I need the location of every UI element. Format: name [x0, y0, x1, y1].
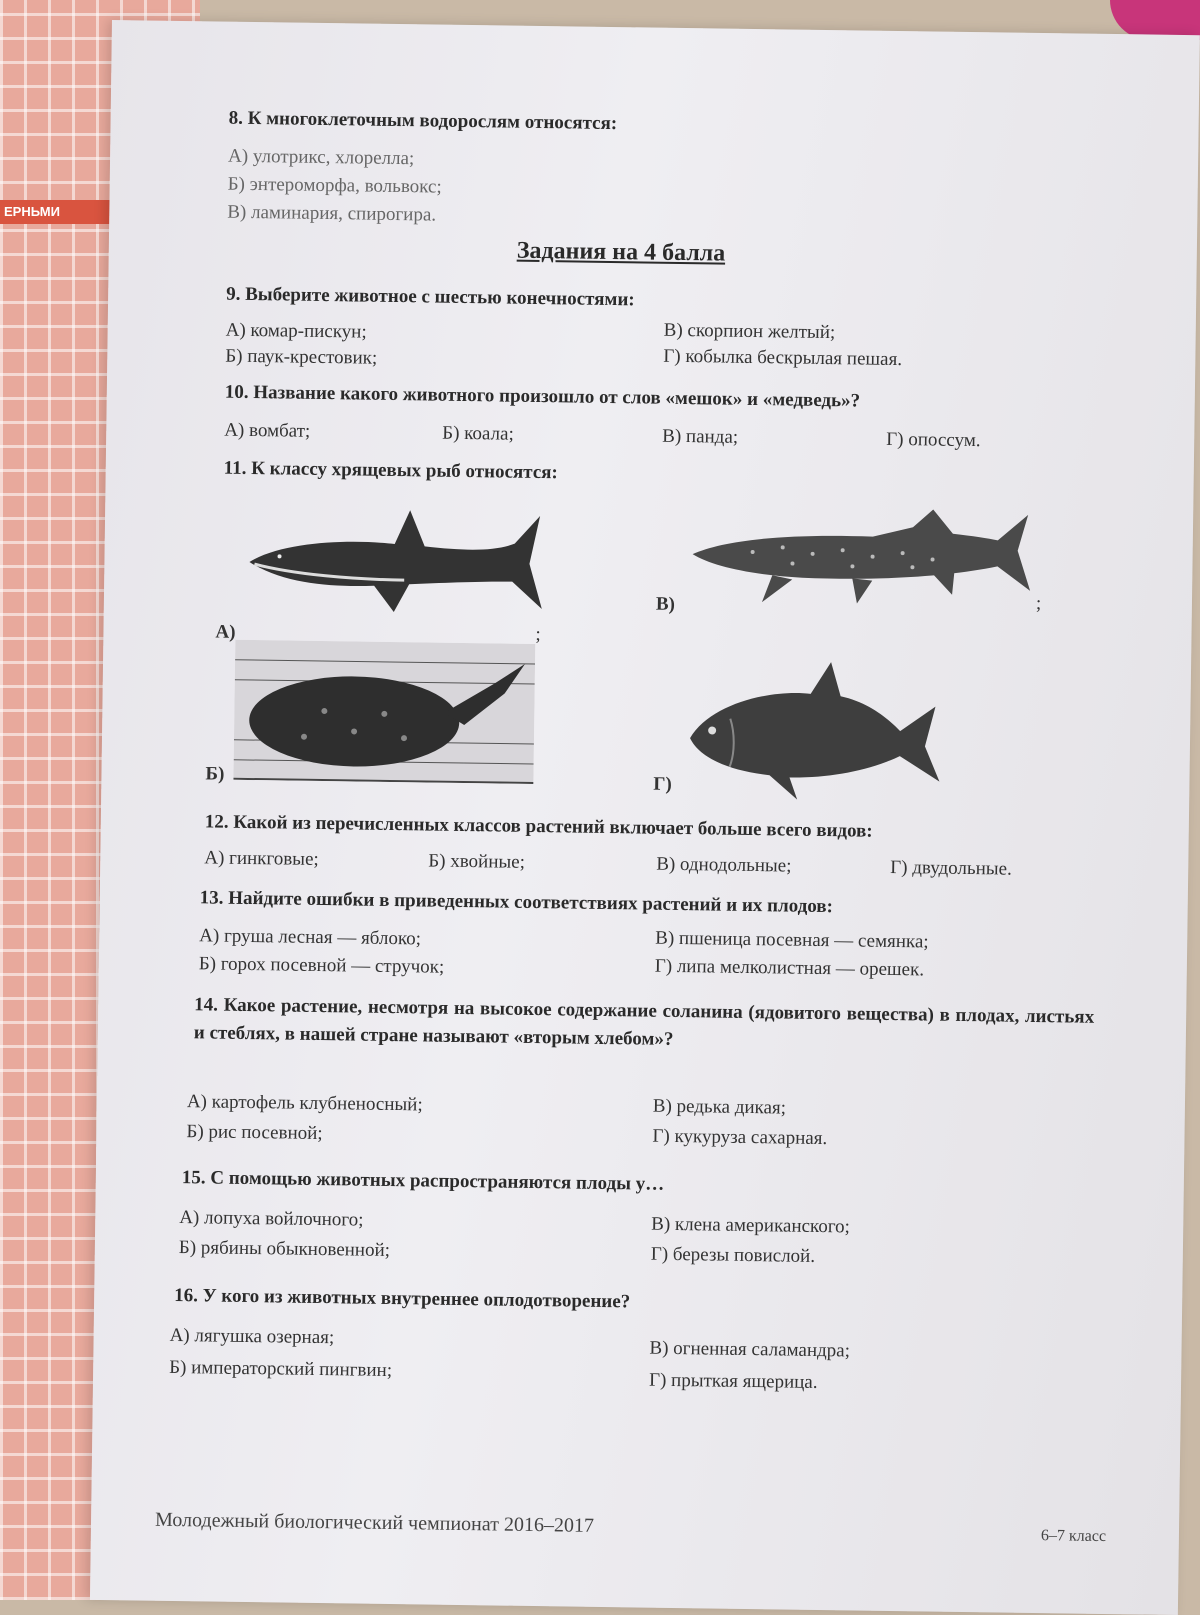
q13-option-d: Г) липа мелколистная — орешек. [654, 955, 925, 981]
q14-option-b: Б) рис посевной; [186, 1121, 323, 1145]
q15-option-d: Г) березы повислой. [650, 1243, 816, 1267]
section-title: Задания на 4 балла [516, 237, 726, 267]
q13-option-b: Б) горох посевной — стручок; [198, 953, 445, 978]
q16-option-d: Г) прыткая ящерица. [648, 1369, 818, 1393]
q14-option-d: Г) кукуруза сахарная. [652, 1125, 828, 1150]
tablecloth-strip-text: ЕРНЬМИ [0, 200, 144, 224]
q9-option-d: Г) кобылка бескрылая пешая. [663, 345, 903, 371]
question-11: 11. К классу хрящевых рыб относятся: [223, 457, 558, 484]
footer-grade: 6–7 класс [1040, 1527, 1107, 1546]
q10-option-b: Б) коала; [442, 422, 514, 445]
q8-option-c: В) ламинария, спирогира. [227, 201, 437, 226]
shark-image [244, 500, 546, 624]
q12-option-d: Г) двудольные. [890, 856, 1012, 880]
q8-option-a: А) улотрикс, хлорелла; [227, 145, 415, 170]
question-10: 10. Название какого животного произошло от слов «мешок» и «медведь»? [224, 381, 861, 412]
stingray-image [233, 640, 535, 784]
q11-label-a: А) [215, 621, 236, 643]
q15-option-a: А) лопуха войлочного; [179, 1207, 364, 1231]
q13-option-c: В) пшеница посевная — семянка; [655, 927, 929, 953]
q8-option-b: Б) энтероморфа, вольвокс; [227, 173, 442, 198]
q10-option-c: В) панда; [662, 425, 739, 448]
q12-option-b: Б) хвойные; [428, 850, 526, 873]
q14-option-a: А) картофель клубненосный; [186, 1091, 423, 1116]
question-13: 13. Найдите ошибки в приведенных соответствиях растений и их плодов: [199, 887, 834, 918]
q11-label-c: В) [655, 593, 676, 615]
q13-option-a: А) груша лесная — яблоко; [199, 925, 422, 950]
q16-option-b: Б) императорский пингвин; [169, 1356, 393, 1382]
question-16: 16. У кого из животных внутреннее оплодотворение? [174, 1284, 631, 1313]
bream-image [689, 658, 951, 802]
footer-title: Молодежный биологический чемпионат 2016–2017 [154, 1508, 595, 1537]
q16-option-c: В) огненная саламандра; [649, 1337, 851, 1362]
q9-option-c: В) скорпион желтый; [663, 319, 836, 344]
worksheet-page [90, 20, 1200, 1615]
question-9: 9. Выберите животное с шестью конечностями: [226, 283, 635, 311]
q16-option-a: А) лягушка озерная; [169, 1324, 335, 1349]
q11-semicolon-c: ; [1035, 592, 1042, 615]
q11-label-b: Б) [205, 763, 225, 785]
q15-option-c: В) клена американского; [651, 1213, 851, 1238]
q9-option-b: Б) паук-крестовик; [225, 345, 378, 369]
question-8: 8. К многоклеточным водорослям относятся: [228, 107, 618, 135]
q10-option-d: Г) опоссум. [886, 428, 981, 452]
q14-option-c: В) редька дикая; [652, 1095, 787, 1119]
question-12: 12. Какой из перечисленных классов растений включает больше всего видов: [204, 811, 873, 842]
pike-image [692, 496, 1034, 621]
q12-option-c: В) однодольные; [656, 853, 792, 877]
q10-option-a: А) вомбат; [224, 419, 311, 442]
q9-option-a: А) комар-пискун; [225, 319, 367, 343]
q15-option-b: Б) рябины обыкновенной; [178, 1237, 391, 1262]
question-14: 14. Какое растение, несмотря на высокое содержание соланина (ядовитого вещества) в плодах, листьях и стеблях, в нашей стране называют «вторым хлебом»? [193, 994, 1095, 1050]
q11-label-d: Г) [653, 773, 672, 795]
question-15: 15. С помощью животных распространяются плоды у… [181, 1167, 665, 1195]
q12-option-a: А) гинкговые; [204, 847, 319, 870]
q11-semicolon-a: ; [535, 623, 541, 646]
